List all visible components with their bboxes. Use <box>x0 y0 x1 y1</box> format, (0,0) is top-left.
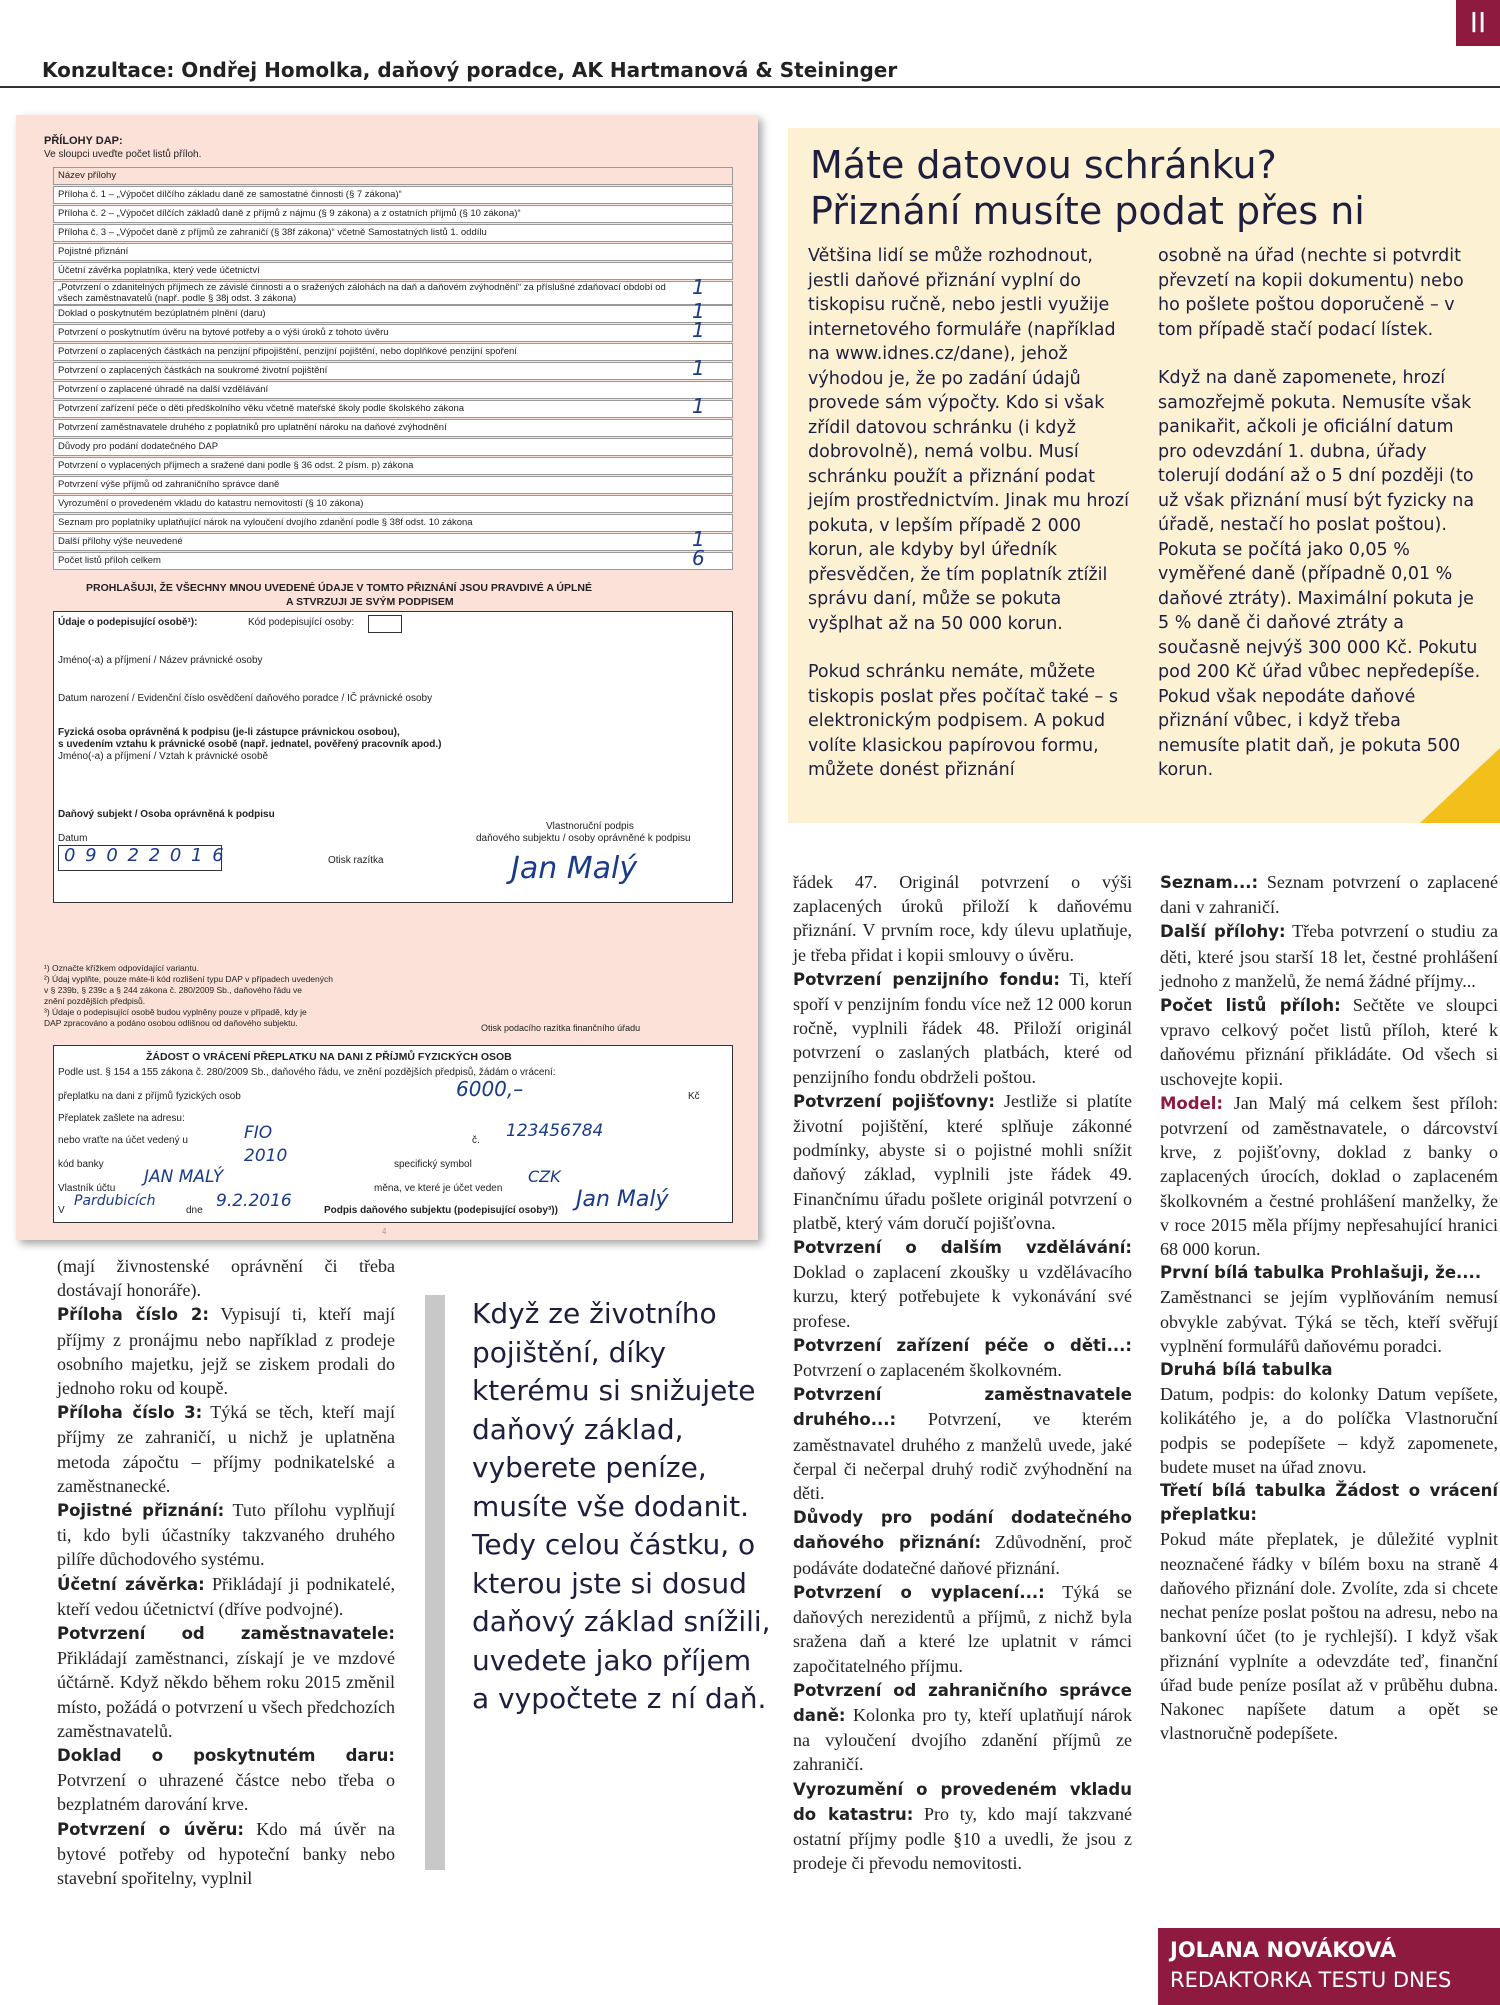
paragraph-heading: Potvrzení od zaměstnavatele: <box>57 1624 395 1644</box>
attachment-row <box>53 305 733 323</box>
attachment-row-label: Doklad o poskytnutém bezúplatném plnění (daru) <box>58 308 266 319</box>
article-paragraph <box>793 1580 1132 1678</box>
paragraph-heading: Pojistné přiznání: <box>57 1501 225 1521</box>
attachment-row-label: Potvrzení výše příjmů od zahraničního správce daně <box>58 479 280 490</box>
paragraph-text: Doklad o zaplacení zkoušky u vzdělávacího kurzu, který potřebujete k vykonávání své profese. <box>793 1262 1132 1331</box>
attachment-row <box>53 495 733 513</box>
attachment-row-label: Počet listů příloh celkem <box>58 555 161 566</box>
attachment-row-count: 1 <box>692 356 705 380</box>
date2-label: dne <box>186 1205 203 1216</box>
article-column-1 <box>57 1254 395 1890</box>
article-paragraph <box>1160 1358 1498 1479</box>
attachment-row-label: Účetní závěrka poplatníka, který vede účetnictví <box>58 265 260 276</box>
attachment-row <box>53 438 733 456</box>
paragraph-heading: Seznam...: <box>1160 873 1259 892</box>
signature-2: Jan Malý <box>576 1187 669 1212</box>
info-column-2 <box>1158 244 1483 807</box>
paragraph-heading: Účetní závěrka: <box>57 1574 205 1594</box>
paragraph-heading: Potvrzení o úvěru: <box>57 1819 244 1839</box>
footnote-line: ²) Údaj vyplňte, pouze máte-li kód rozlišení typu DAP v případech uvedených <box>44 974 333 984</box>
declaration-line-1: PROHLAŠUJI, ŽE VŠECHNY MNOU UVEDENÉ ÚDAJE V TOMTO PŘIZNÁNÍ JSOU PRAVDIVÉ A ÚPLNÉ <box>86 582 593 594</box>
name-label: Jméno(-a) a příjmení / Název právnické osoby <box>58 655 263 666</box>
paragraph-heading: Důvody pro podání dodatečného daňového přiznání: <box>793 1508 1132 1553</box>
attachment-row-label: Potvrzení zaměstnavatele druhého z poplatníků pro uplatnění nároku na daňové zvýhodnění <box>58 422 447 433</box>
currency-label: Kč <box>688 1091 700 1102</box>
paragraph-text: Třeba potvrzení o studiu za děti, které jsou starší 18 let, čestné prohlášení jednoho z manželů, že nemá žádné příjmy... <box>1160 921 1498 991</box>
account-label: nebo vraťte na účet vedený u <box>58 1135 188 1146</box>
declaration-line-2: A STVRZUJI JE SVÝM PODPISEM <box>286 596 454 608</box>
paragraph-text: Potvrzení o uhrazené částce nebo třeba o bezplatném darování krve. <box>57 1770 395 1815</box>
paragraph-heading: Druhá bílá tabulka <box>1160 1360 1333 1380</box>
paragraph-text: Sečtěte ve sloupci vpravo celkový počet listů příloh, které k daňovému přiznání přikládáte. Od všech si uschovejte kopii. <box>1160 995 1498 1089</box>
attachment-row-label: Příloha č. 3 – „Výpočet daně z příjmů ze zahraničí (§ 38f zákona)“ včetně Samostatných listů 1. oddílu <box>58 227 487 238</box>
signer-code-field <box>368 615 402 633</box>
attachment-row <box>53 224 733 242</box>
paragraph-heading: Příloha číslo 2: <box>57 1305 209 1325</box>
attachment-row <box>53 533 733 551</box>
attachment-row-label: Potvrzení o zaplacených částkách na soukromé životní pojištění <box>58 365 328 376</box>
attachment-row <box>53 419 733 437</box>
paragraph-text: Ti, kteří spoří v penzijním fondu více než 12 000 korun ročně, vyplnili řádek 48. Přiloží originál potvrzení o zaslaných platbách, které od penzijního fondu obdrželi poštou. <box>793 968 1132 1087</box>
authorized-label-1: Fyzická osoba oprávněná k podpisu (je-li zástupce právnickou osobou), <box>58 727 400 738</box>
paragraph-heading: Vyrozumění o provedeném vkladu do katastru: <box>793 1779 1132 1824</box>
paragraph-text: Vypisují ti, kteří mají příjmy z pronájmu nebo například z prodeje osobního majetku, jejž se ziskem prodali do jednoho roku od koupě. <box>57 1304 395 1399</box>
paragraph-heading: Potvrzení o dalším vzdělávání: <box>793 1238 1132 1258</box>
signer-code-label: Kód podepisující osoby: <box>248 617 355 628</box>
header-rule <box>0 86 1500 88</box>
sign2-label: Podpis daňového subjektu (podepisující osoby³)) <box>324 1205 558 1216</box>
footnotes <box>44 963 333 1029</box>
paragraph-heading: Příloha číslo 3: <box>57 1403 203 1423</box>
paragraph-text: Týká se daňových nerezidentů a příjmů, z nichž byla sražena daň a které lze uplatnit v rámci započitatelného příjmu. <box>793 1581 1132 1676</box>
attachment-row <box>53 362 733 380</box>
paragraph-text: Seznam potvrzení o zaplacené dani v zahraničí. <box>1160 872 1499 918</box>
attachment-row-label: Potvrzení o vyplacených příjmech a sražené dani podle § 36 odst. 2 písm. p) zákona <box>58 460 414 471</box>
bank-code-label: kód banky <box>58 1159 104 1170</box>
pull-quote: Když ze životního pojištění, díky kterému si snižujete daňový základ, vyberete peníze, musíte vše dodanit. Tedy celou částku, o kterou jste si dosud daňový základ snížili, uvedete jako příjem a vypočtete z ní daň. <box>472 1297 771 1715</box>
article-paragraph <box>793 967 1132 1089</box>
signature-label-1: Vlastnoruční podpis <box>546 821 634 832</box>
article-column-3 <box>1160 870 1498 1745</box>
article-paragraph <box>793 1777 1132 1876</box>
paragraph-text: (mají živnostenské oprávnění či třeba dostávají honoráře). <box>57 1256 395 1301</box>
paragraph-text: Zdůvodnění, proč podáváte dodatečné daňové přiznání. <box>793 1532 1133 1578</box>
attachment-row <box>53 243 733 261</box>
attachment-row <box>53 457 733 475</box>
account-number-label: č. <box>472 1135 480 1146</box>
paragraph-text: Potvrzení o zaplaceném školkovném. <box>793 1360 1062 1381</box>
paragraph-heading: První bílá tabulka Prohlašuji, že.... <box>1160 1263 1482 1283</box>
paragraph-text: Zaměstnanci se jejím vyplňováním nemusí obvykle zabývat. Týká se těch, kteří svěřují vyplnění formulářů daňovému poradci. <box>1160 1287 1498 1356</box>
office-stamp-label: Otisk podacího razítka finančního úřadu <box>481 1023 641 1033</box>
article-paragraph <box>57 1400 395 1498</box>
info-box-title <box>810 142 1490 234</box>
paragraph-text: Přikládají ji podnikatelé, kteří vedou účetnictví (dříve podvojné). <box>57 1573 396 1619</box>
refund-title: ŽÁDOST O VRÁCENÍ PŘEPLATKU NA DANI Z PŘÍJMŮ FYZICKÝCH OSOB <box>146 1051 512 1063</box>
attachment-row-count: 1 <box>692 394 705 418</box>
account-currency: CZK <box>528 1167 561 1186</box>
authorized-label-3: Jméno(-a) a příjmení / Vztah k právnické osobě <box>58 751 269 762</box>
paragraph-text: Pro ty, kdo mají takzvané ostatní příjmy podle §10 a uvedli, že jsou z prodeje či převodu nemovitosti. <box>793 1803 1132 1874</box>
stamp-label: Otisk razítka <box>328 855 384 866</box>
article-paragraph <box>1160 1479 1498 1745</box>
form-title: PŘÍLOHY DAP: <box>44 135 123 147</box>
article-paragraph <box>57 1498 395 1572</box>
attachment-row <box>53 205 733 223</box>
attachment-row <box>53 514 733 532</box>
attachment-row-label: Další přílohy výše neuvedené <box>58 536 183 547</box>
attachment-row <box>53 343 733 361</box>
bank-name: FIO <box>244 1123 273 1143</box>
paragraph-heading: Doklad o poskytnutém daru: <box>57 1746 395 1766</box>
tax-form-image <box>16 115 758 1240</box>
info-paragraph: Pokud schránku nemáte, můžete tiskopis poslat přes počítač také – s elektronickým podpisem. A pokud volíte klasickou papírovou formu, můžete donést přiznání <box>808 662 1118 780</box>
attachment-row <box>53 324 733 342</box>
article-paragraph <box>57 1743 395 1817</box>
paragraph-text: Datum, podpis: do kolonky Datum vepíšete, kolikátého je, a do políčka Vlastnoruční podpis se podepíšete – když zapomenete, budete muset na úřad znovu. <box>1160 1384 1498 1477</box>
paragraph-heading: Další přílohy: <box>1160 922 1286 942</box>
attachment-row <box>53 381 733 399</box>
attachment-row-label: „Potvrzení o zdanitelných příjmech ze závislé činnosti a o sražených zálohách na daň a daňovém zvýhodnění“ za příslušné zdaňovací období od všech zaměstnavatelů (např. podle § 38j odst. 3 zákona) <box>58 282 666 304</box>
article-paragraph <box>793 870 1132 967</box>
quote-bar <box>425 1295 445 1870</box>
paragraph-text: Jestliže si platíte životní pojištění, které splňuje zákonné podmínky, abyste si o pojistné mohli snížit daňový základ, vyplnili jste řádek 49. Finančnímu úřadu pošlete originál potvrzení o platbě, který vám doručí pojišťovna. <box>793 1090 1133 1233</box>
attachment-row-label: Vyrozumění o provedeném vkladu do katastru nemovitostí (§ 10 zákona) <box>58 498 364 509</box>
article-column-2 <box>793 870 1132 1875</box>
paragraph-heading: Potvrzení o vyplacení...: <box>793 1582 1045 1602</box>
form-subtitle: Ve sloupci uveďte počet listů příloh. <box>44 149 202 160</box>
article-paragraph <box>57 1817 395 1891</box>
currency-field-label: měna, ve které je účet veden <box>374 1183 503 1194</box>
info-paragraph: osobně na úřad (nechte si potvrdit převzetí na kopii dokumentu) nebo ho pošlete poštou doporučeně – v tom případě stačí podací lístek. <box>1158 246 1464 340</box>
date2: 9.2.2016 <box>216 1191 292 1211</box>
article-paragraph <box>57 1302 395 1400</box>
paragraph-heading: Potvrzení pojišťovny: <box>793 1091 996 1111</box>
author-name: JOLANA NOVÁKOVÁ <box>1170 1938 1397 1962</box>
attachment-row-label: Název přílohy <box>58 170 117 181</box>
attachment-row-label: Příloha č. 1 – „Výpočet dílčího základu daně ze samostatné činnosti (§ 7 zákona)“ <box>58 189 402 200</box>
paragraph-text: Přikládají zaměstnanci, získají je ve mzdové účtárně. Když někdo během roku 2015 změnil místo, požádá o potvrzení u všech předchozích zaměstnavatelů. <box>57 1648 395 1741</box>
attachment-row-count: 6 <box>692 546 705 570</box>
place: Pardubicích <box>74 1193 156 1209</box>
paragraph-heading: Potvrzení zařízení péče o děti...: <box>793 1335 1132 1355</box>
variable-symbol-label: specifický symbol <box>394 1159 472 1170</box>
paragraph-text: Kdo má úvěr na bytové potřeby od hypoteční banky nebo stavební spořitelny, vyplnil <box>57 1818 396 1889</box>
article-paragraph <box>793 1333 1132 1382</box>
model-heading: Model: <box>1160 1093 1224 1113</box>
paragraph-text: Pokud máte přeplatek, je důležité vyplnit neoznačené řádky v bílém boxu na straně 4 daňového přiznání dole. Zvolíte, zda si chcete nechat peníze poslat poštou na adresu, nebo na bankovní účet (to je rychlejší). I když však přiznání vyplníte a odevzdáte teď, finanční úřad bude peníze posílat až v průběhu dubna. Nakonec napíšete datum a opět se vlastnoručně podepíšete. <box>1160 1529 1498 1744</box>
paragraph-heading: Potvrzení penzijního fondu: <box>793 969 1060 989</box>
article-paragraph <box>793 1505 1132 1580</box>
attachment-row-label: Seznam pro poplatníky uplatňující nárok na vyloučení dvojího zdanění podle § 38f odst. 10 zákona <box>58 517 473 528</box>
article-paragraph <box>793 1089 1132 1235</box>
info-title-line-1: Máte datovou schránku? <box>810 143 1277 187</box>
form-page-number: 4 <box>382 1227 387 1236</box>
date-value: 0 9 0 2 2 0 1 6 <box>64 845 226 866</box>
paragraph-text: řádek 47. Originál potvrzení o výši zaplacených úroků přiloží k daňovému přiznání. V prvním roce, kdy úlevu uplatňuje, je třeba přidat i kopii smlouvy o úvěru. <box>793 872 1132 965</box>
attachment-row-label: Potvrzení o zaplacené úhradě na další vzdělávání <box>58 384 269 395</box>
info-column-1 <box>808 244 1133 807</box>
attachment-row-count: 1 <box>692 275 705 299</box>
page-number: II <box>1456 0 1500 46</box>
article-paragraph <box>57 1254 395 1302</box>
attachment-row <box>53 167 733 185</box>
signer-label: Údaje o podepisující osobě¹): <box>58 617 198 628</box>
bank-code: 2010 <box>244 1146 288 1166</box>
footnote-line: ³) Údaje o podepisující osobě budou vyplněny pouze v případě, kdy je <box>44 1007 307 1017</box>
attachment-row-label: Příloha č. 2 – „Výpočet dílčích základů daně z příjmů z nájmu (§ 9 zákona) a z ostatních příjmů (§ 10 zákona)“ <box>58 208 521 219</box>
info-title-line-2: Přiznání musíte podat přes ni <box>810 189 1365 233</box>
place-label: V <box>58 1205 65 1216</box>
attachment-row-count: 1 <box>692 299 705 323</box>
paragraph-text: Týká se těch, kteří mají příjmy ze zahraničí, u nichž je uplatněna metoda zápočtu – příjmy podnikatelské a zaměstnanecké. <box>57 1402 395 1496</box>
attachment-row <box>53 186 733 204</box>
subject-label: Daňový subjekt / Osoba oprávněná k podpisu <box>58 809 275 820</box>
attachment-row <box>53 400 733 418</box>
paragraph-heading: Potvrzení zaměstnavatele druhého...: <box>793 1385 1132 1430</box>
article-paragraph <box>1160 1091 1498 1261</box>
article-paragraph <box>793 1235 1132 1333</box>
attachment-row <box>53 262 733 280</box>
attachment-row-label: Pojistné přiznání <box>58 246 129 257</box>
paragraph-text: Potvrzení, ve kterém zaměstnavatel druhého z manželů uvede, jaké čerpal či nečerpal druhý rodič zvýhodnění na děti. <box>793 1409 1133 1504</box>
footnote-line: ¹) Označte křížkem odpovídající variantu. <box>44 963 199 973</box>
paragraph-heading: Počet listů příloh: <box>1160 996 1341 1016</box>
refund-intro: Podle ust. § 154 a 155 zákona č. 280/2009 Sb., daňového řádu, ve znění pozdějších předpisů, žádám o vrácení: <box>58 1067 556 1078</box>
owner-label: Vlastník účtu <box>58 1183 116 1194</box>
attachment-row <box>53 552 733 570</box>
attachment-row-label: Potvrzení o poskytnutím úvěru na bytové potřeby a o výši úroků z tohoto úvěru <box>58 327 389 338</box>
article-paragraph <box>1160 919 1498 993</box>
authorized-label-2: s uvedením vztahu k právnické osobě (např. jednatel, pověřený pracovník apod.) <box>58 739 442 750</box>
paragraph-text: Jan Malý má celkem šest příloh: potvrzení od zaměstnavatele, o dárcovství krve, z pojišťovny, doklad z banky o zaplacených úrocích, doklad o zaplaceném školkovném a čestné prohlášení manželky, že v roce 2015 měla příjmy nepřesahující hranici 68 000 korun. <box>1160 1092 1498 1260</box>
attachment-row-label: Důvody pro podání dodatečného DAP <box>58 441 219 452</box>
attachment-row <box>53 476 733 494</box>
attachment-row-label: Potvrzení zařízení péče o děti předškolního věku včetně mateřské školy podle školského zákona <box>58 403 465 414</box>
article-paragraph <box>793 1382 1132 1505</box>
account-owner: JAN MALÝ <box>144 1167 224 1187</box>
info-paragraph: Když na daně zapomenete, hrozí samozřejmě pokuta. Nemusíte však panikařit, ačkoli je oficiální datum pro odevzdání 1. dubna, úřady tolerují dodání až o 5 dní později (to už však přiznání musí být fyzicky na úřadě, nestačí ho poslat poštou). Pokuta se počítá jako 0,05 % vyměřené daně (případně 0,01 % daňové ztráty). Maximální pokuta je 5 % daně či daňové ztráty a současně nejvýš 300 000 Kč. Pokutu pod 200 Kč úřad vůbec nepředepíše. Pokud však nepodáte daňové přiznání vůbec, i když třeba nemusíte platit daň, je pokuta 500 korun. <box>1158 368 1481 780</box>
signature-label-2: daňového subjektu / osoby oprávněné k podpisu <box>476 833 691 844</box>
article-paragraph <box>1160 993 1498 1091</box>
signature: Jan Malý <box>511 851 638 886</box>
date-label: Datum <box>58 833 88 844</box>
article-paragraph <box>1160 870 1498 919</box>
article-paragraph <box>57 1621 395 1743</box>
paragraph-text: Kolonka pro ty, kteří uplatňují nárok na vyloučení dvojího zdanění příjmů ze zahraničí. <box>793 1704 1133 1775</box>
birth-label: Datum narození / Evidenční číslo osvědčení daňového poradce / IČ právnické osoby <box>58 693 433 704</box>
footnote-line: DAP zpracováno a podáno osobou odlišnou od daňového subjektu. <box>44 1018 298 1028</box>
attachment-row-count: 1 <box>692 527 705 551</box>
address-label: Přeplatek zašlete na adresu: <box>58 1113 185 1124</box>
paragraph-heading: Potvrzení od zahraničního správce daně: <box>793 1680 1132 1725</box>
refund-amount: 6000,– <box>456 1077 524 1101</box>
article-paragraph <box>793 1678 1132 1777</box>
article-paragraph <box>1160 1261 1498 1358</box>
consultation-credit: Konzultace: Ondřej Homolka, daňový poradce, AK Hartmanová & Steininger <box>42 58 898 82</box>
author-role: REDAKTORKA TESTU DNES <box>1170 1968 1452 1992</box>
article-paragraph <box>57 1572 395 1621</box>
account-number: 123456784 <box>506 1121 604 1141</box>
corner-triangle <box>1420 748 1500 823</box>
author-box <box>1158 1928 1500 2005</box>
paragraph-heading: Třetí bílá tabulka Žádost o vrácení přeplatku: <box>1160 1481 1498 1525</box>
attachment-row <box>53 281 733 305</box>
refund-amount-label: přeplatku na dani z příjmů fyzických osob <box>58 1091 241 1102</box>
footnote-line: v § 239b, § 239c a § 244 zákona č. 280/2009 Sb., daňového řádu ve <box>44 985 303 995</box>
attachment-row-count: 1 <box>692 318 705 342</box>
paragraph-text: Tuto přílohu vyplňují ti, kdo byli účastníky takzvaného druhého pilíře důchodového systému. <box>57 1500 395 1570</box>
footnote-line: znění pozdějších předpisů. <box>44 996 146 1006</box>
attachment-row-label: Potvrzení o zaplacených částkách na penzijní připojištění, penzijní pojištění, nebo doplňkové penzijní spoření <box>58 346 517 357</box>
info-paragraph: Většina lidí se může rozhodnout, jestli daňové přiznání vyplní do tiskopisu ručně, nebo jestli využije internetového formuláře (například na www.idnes.cz/dane), jehož výhodou je, že po zadání údajů provede sám výpočty. Kdo si však zřídil datovou schránku (i když dobrovolně), nemá volbu. Musí schránku použít a přiznání podat jejím prostřednictvím. Jinak mu hrozí pokuta, v lepším případě 2 000 korun, ale kdyby byl úředník přesvědčen, že tím poplatník ztížil správu daní, může se pokuta vyšplhat až na 50 000 korun. <box>808 246 1129 634</box>
